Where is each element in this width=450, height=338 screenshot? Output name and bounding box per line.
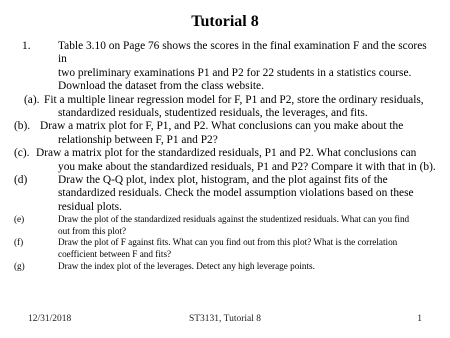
item-marker: (g) [14,260,25,271]
question-item-b [14,120,438,147]
item-text-line: standardized residuals, studentized residuals, the leverages, and fits. [58,107,368,120]
question-item-d [14,174,438,214]
item-text-line: relationship between F, P1 and P2? [58,133,218,146]
item-marker: (f) [14,237,24,248]
item-text-line: you make about the standardized residuals, P1 and P2? Compare it with that in (b). [58,160,436,173]
question-item-1 [14,40,438,94]
question-item-e [14,214,438,237]
item-text-line: Fit a multiple linear regression model for F, P1 and P2, store the ordinary residuals, [44,93,424,106]
footer-page-number: 1 [417,314,422,324]
item-text-line: coefficient between F and fits? [58,249,172,260]
question-list [14,40,438,272]
question-item-c [14,147,438,174]
item-text-line: Draw the plot of F against fits. What can you find out from this plot? What is the correlation [58,237,398,248]
footer-course: ST3131, Tutorial 8 [188,314,262,324]
item-marker: 1. [22,40,31,52]
item-marker: (c). [14,147,30,160]
item-marker: (e) [14,214,25,225]
footer-date: 12/31/2018 [28,314,72,324]
item-text-line: Draw the plot of the standardized residuals against the studentized residuals. What can you find [58,214,410,225]
item-text-line: out from this plot? [58,225,127,236]
item-text-line: Download the dataset from the class website. [58,80,264,93]
slide-title: Tutorial 8 [191,13,259,30]
item-text-line: two preliminary examinations P1 and P2 for 22 students in a statistics course. [58,66,412,79]
item-text-line: standardized residuals. Check the model assumption violations based on these [58,187,414,200]
item-text-line: Draw a matrix plot for F, P1, and P2. What conclusions can you make about the [40,120,404,133]
item-marker: (a). [24,93,40,106]
item-marker: (b). [14,120,31,133]
slide-footer [0,312,450,326]
item-text-line: Draw a matrix plot for the standardized residuals, P1 and P2. What conclusions can [36,147,417,160]
question-item-f [14,237,438,260]
item-marker: (d) [14,174,28,187]
item-text-line: Table 3.10 on Page 76 shows the scores in the final examination F and the scores in [58,40,427,66]
item-text-line: Draw the Q-Q plot, index plot, histogram, and the plot against fits of the [58,174,388,187]
question-item-a [14,94,438,121]
question-item-g [14,261,438,273]
item-text-line: residual plots. [58,200,122,213]
item-text-line: Draw the index plot of the leverages. Detect any high leverage points. [58,260,315,271]
